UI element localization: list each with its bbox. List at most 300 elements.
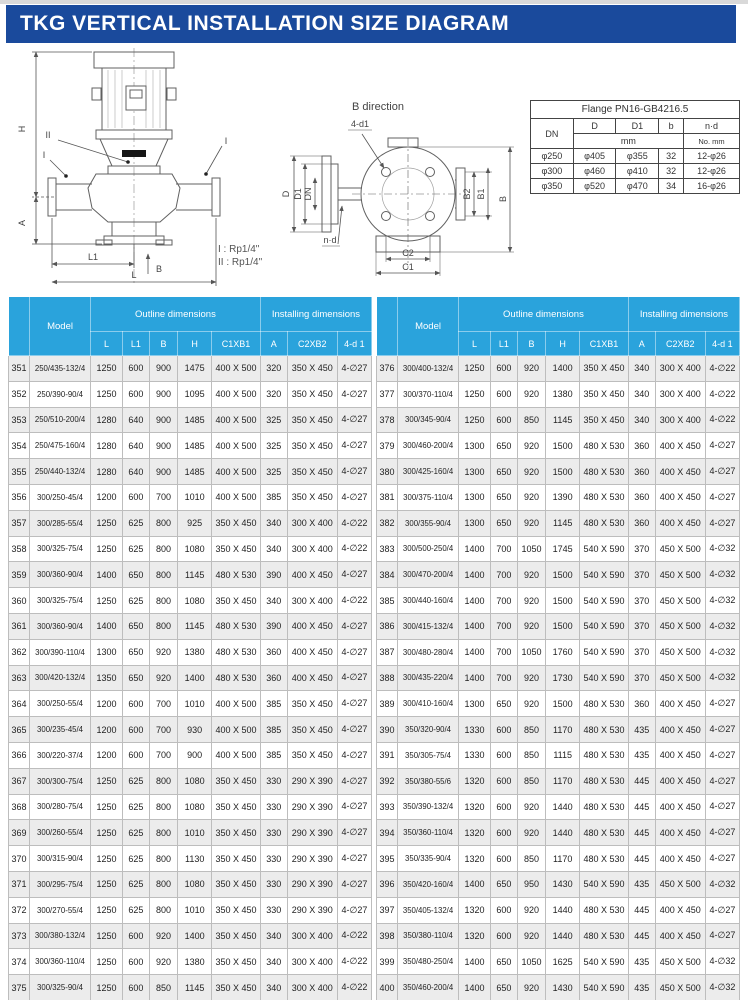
flange-table-body xyxy=(531,149,740,194)
cell: 1350 xyxy=(91,665,123,691)
cell: 350 X 450 xyxy=(287,433,337,459)
cell: 450 X 500 xyxy=(655,975,705,1000)
cell: 370 xyxy=(628,562,655,588)
col-c1xb1: C1XB1 xyxy=(580,332,629,356)
cell: 920 xyxy=(517,665,545,691)
cell: 340 xyxy=(260,923,287,949)
cell: 1250 xyxy=(459,381,491,407)
table-row xyxy=(377,639,740,665)
cell: 4-∅32 xyxy=(705,665,739,691)
cell: 12-φ26 xyxy=(684,149,740,164)
cell: 800 xyxy=(149,871,177,897)
cell: 1050 xyxy=(517,639,545,665)
table-row xyxy=(9,794,372,820)
mark-i-label: I xyxy=(42,150,46,160)
col-a: A xyxy=(628,332,655,356)
cell: 4-∅32 xyxy=(705,975,739,1000)
cell: 250/435-132/4 xyxy=(30,356,91,382)
cell: 450 X 500 xyxy=(655,871,705,897)
cell: 350 X 450 xyxy=(287,407,337,433)
cell: 1430 xyxy=(546,975,580,1000)
cell: 900 xyxy=(149,433,177,459)
cell: 1250 xyxy=(91,975,123,1000)
cell: 1400 xyxy=(459,639,491,665)
cell: 1500 xyxy=(546,562,580,588)
cell: 1050 xyxy=(517,536,545,562)
cell: 1250 xyxy=(91,381,123,407)
cell: 290 X 390 xyxy=(287,820,337,846)
cell: 398 xyxy=(377,923,398,949)
cell: 340 xyxy=(260,588,287,614)
table-row xyxy=(377,459,740,485)
table-row xyxy=(9,613,372,639)
cell: 1080 xyxy=(178,588,212,614)
cell: 1250 xyxy=(91,871,123,897)
cell: 362 xyxy=(9,639,30,665)
cell: 378 xyxy=(377,407,398,433)
cell: 600 xyxy=(490,897,517,923)
cell: 300/380-132/4 xyxy=(30,923,91,949)
cell: 4-∅27 xyxy=(337,717,371,743)
cell: 1300 xyxy=(459,510,491,536)
cell: 800 xyxy=(149,820,177,846)
cell: 382 xyxy=(377,510,398,536)
cell: 4-∅22 xyxy=(705,381,739,407)
cell: 950 xyxy=(517,871,545,897)
cell: 358 xyxy=(9,536,30,562)
cell: 1130 xyxy=(178,846,212,872)
cell: 4-∅27 xyxy=(337,407,371,433)
cell: 800 xyxy=(149,794,177,820)
cell: 354 xyxy=(9,433,30,459)
header-outline-group: Outline dimensions xyxy=(91,297,261,332)
cell: 600 xyxy=(122,923,149,949)
cell: 330 xyxy=(260,794,287,820)
cell: 4-∅32 xyxy=(705,639,739,665)
cell: 300/440-160/4 xyxy=(398,588,459,614)
cell: 400 X 500 xyxy=(212,484,261,510)
table-row xyxy=(9,897,372,923)
cell: 650 xyxy=(490,510,517,536)
cell: 300/480-280/4 xyxy=(398,639,459,665)
cell: 4-∅27 xyxy=(337,639,371,665)
cell: 300/315-90/4 xyxy=(30,846,91,872)
cell: 300/220-37/4 xyxy=(30,742,91,768)
col-l1: L1 xyxy=(490,332,517,356)
table-row xyxy=(377,923,740,949)
table-row xyxy=(9,433,372,459)
cell: 4-∅22 xyxy=(705,407,739,433)
cell: 300/325-90/4 xyxy=(30,975,91,1000)
cell: 1250 xyxy=(91,846,123,872)
cell: 300 X 400 xyxy=(287,536,337,562)
table-row xyxy=(9,871,372,897)
dim-dn-label: DN xyxy=(303,187,313,201)
cell: 625 xyxy=(122,768,149,794)
dim-d1-label: D1 xyxy=(293,188,303,200)
cell: 250/510-200/4 xyxy=(30,407,91,433)
cell: 600 xyxy=(490,381,517,407)
cell: 369 xyxy=(9,820,30,846)
cell: 480 X 530 xyxy=(212,562,261,588)
cell: 445 xyxy=(628,846,655,872)
cell: 1300 xyxy=(91,639,123,665)
cell: 300/295-75/4 xyxy=(30,871,91,897)
cell: 4-∅32 xyxy=(705,562,739,588)
cell: 1145 xyxy=(546,407,580,433)
cell: 330 xyxy=(260,871,287,897)
tapping-notes xyxy=(218,243,262,269)
cell: 540 X 590 xyxy=(580,871,629,897)
dimension-table-right xyxy=(376,296,740,1000)
cell: 1250 xyxy=(459,407,491,433)
cell: 4-∅27 xyxy=(337,459,371,485)
cell: 480 X 530 xyxy=(580,459,629,485)
cell: 1300 xyxy=(459,459,491,485)
table-row xyxy=(9,975,372,1000)
cell: 800 xyxy=(149,510,177,536)
cell: 350 X 450 xyxy=(212,846,261,872)
cell: 1400 xyxy=(459,613,491,639)
cell: 1250 xyxy=(91,794,123,820)
dim-l-label: L xyxy=(131,270,137,280)
cell: 480 X 530 xyxy=(580,794,629,820)
table-body-right xyxy=(377,356,740,1000)
cell: 385 xyxy=(260,717,287,743)
cell: 1250 xyxy=(91,949,123,975)
cell: 480 X 530 xyxy=(580,768,629,794)
table-row xyxy=(9,484,372,510)
cell: 400 X 500 xyxy=(212,717,261,743)
cell: 900 xyxy=(149,381,177,407)
cell: 450 X 500 xyxy=(655,588,705,614)
cell: 1250 xyxy=(91,923,123,949)
cell: 366 xyxy=(9,742,30,768)
cell: 360 xyxy=(628,691,655,717)
cell: 625 xyxy=(122,820,149,846)
dim-h-label: H xyxy=(17,125,27,133)
cell: 600 xyxy=(122,717,149,743)
table-row xyxy=(9,742,372,768)
top-strip xyxy=(0,0,748,4)
cell: 300/390-110/4 xyxy=(30,639,91,665)
cell: φ410 xyxy=(616,164,659,179)
cell: 1485 xyxy=(178,459,212,485)
cell: 373 xyxy=(9,923,30,949)
page-title: TKG VERTICAL INSTALLATION SIZE DIAGRAM xyxy=(20,12,510,35)
cell: 394 xyxy=(377,820,398,846)
cell: 1440 xyxy=(546,820,580,846)
table-row xyxy=(9,407,372,433)
cell: 16-φ26 xyxy=(684,179,740,194)
cell: 360 xyxy=(260,665,287,691)
table-row xyxy=(377,381,740,407)
cell: 1300 xyxy=(459,433,491,459)
table-row xyxy=(531,164,740,179)
dim-b-label: B xyxy=(156,264,163,274)
cell: 350 X 450 xyxy=(287,381,337,407)
table-row xyxy=(9,510,372,536)
cell: 1145 xyxy=(178,613,212,639)
cell: 390 xyxy=(377,717,398,743)
cell: 340 xyxy=(260,949,287,975)
cell: 1400 xyxy=(178,665,212,691)
cell: 350 X 450 xyxy=(212,820,261,846)
cell: 300 X 400 xyxy=(655,356,705,382)
cell: 370 xyxy=(628,613,655,639)
cell: 350/380-110/4 xyxy=(398,923,459,949)
table-row xyxy=(377,484,740,510)
cell: 400 X 450 xyxy=(287,665,337,691)
cell: 800 xyxy=(149,613,177,639)
cell: 920 xyxy=(517,356,545,382)
cell: 400 X 450 xyxy=(655,691,705,717)
cell: 480 X 530 xyxy=(580,433,629,459)
table-row xyxy=(377,691,740,717)
cell: 1010 xyxy=(178,820,212,846)
cell: 1390 xyxy=(546,484,580,510)
cell: 1380 xyxy=(178,639,212,665)
cell: 367 xyxy=(9,768,30,794)
cell: 625 xyxy=(122,588,149,614)
cell: 920 xyxy=(149,665,177,691)
cell: 600 xyxy=(122,381,149,407)
cell: 600 xyxy=(490,742,517,768)
cell: 390 xyxy=(260,613,287,639)
cell: 445 xyxy=(628,923,655,949)
cell: 800 xyxy=(149,536,177,562)
table-row xyxy=(377,665,740,691)
cell: 480 X 530 xyxy=(580,923,629,949)
cell: 350/335-90/4 xyxy=(398,846,459,872)
cell: 650 xyxy=(490,871,517,897)
cell: 400 X 450 xyxy=(655,897,705,923)
cell: 1250 xyxy=(91,356,123,382)
cell: 540 X 590 xyxy=(580,949,629,975)
flange-unit-nd: No. mm xyxy=(684,134,740,149)
cell: 400 X 450 xyxy=(655,820,705,846)
flange-spec-table xyxy=(530,100,740,194)
cell: 1730 xyxy=(546,665,580,691)
cell: 400 X 450 xyxy=(655,510,705,536)
cell: 368 xyxy=(9,794,30,820)
header-installing-group: Installing dimensions xyxy=(628,297,739,332)
cell: 625 xyxy=(122,897,149,923)
cell: 290 X 390 xyxy=(287,846,337,872)
cell: 375 xyxy=(9,975,30,1000)
cell: 4-∅27 xyxy=(337,665,371,691)
cell: 625 xyxy=(122,846,149,872)
cell: 650 xyxy=(490,484,517,510)
cell: 290 X 390 xyxy=(287,871,337,897)
cell: 1330 xyxy=(459,742,491,768)
callout-nd-label: n·d xyxy=(323,235,337,245)
cell: 400 X 450 xyxy=(655,846,705,872)
cell: 356 xyxy=(9,484,30,510)
cell: 600 xyxy=(122,949,149,975)
header-num-blank xyxy=(9,297,30,356)
cell: 352 xyxy=(9,381,30,407)
cell: 1500 xyxy=(546,459,580,485)
cell: 1400 xyxy=(459,871,491,897)
cell: 4-∅32 xyxy=(705,536,739,562)
cell: 700 xyxy=(490,536,517,562)
cell: 386 xyxy=(377,613,398,639)
cell: 360 xyxy=(628,510,655,536)
cell: 350 X 450 xyxy=(212,975,261,1000)
cell: 370 xyxy=(628,588,655,614)
dim-l1-label: L1 xyxy=(87,252,99,262)
cell: 300/325-75/4 xyxy=(30,588,91,614)
flange-col-d: D xyxy=(573,119,616,134)
cell: φ470 xyxy=(616,179,659,194)
cell: 930 xyxy=(178,717,212,743)
cell: 4-∅27 xyxy=(705,820,739,846)
table-row xyxy=(377,949,740,975)
cell: 350/405-132/4 xyxy=(398,897,459,923)
table-row xyxy=(377,717,740,743)
cell: 4-∅22 xyxy=(337,949,371,975)
cell: 397 xyxy=(377,897,398,923)
table-row xyxy=(377,975,740,1000)
cell: 700 xyxy=(149,742,177,768)
cell: 600 xyxy=(122,691,149,717)
cell: 300/435-220/4 xyxy=(398,665,459,691)
cell: 350 X 450 xyxy=(287,459,337,485)
cell: 920 xyxy=(517,510,545,536)
cell: 350 X 450 xyxy=(212,794,261,820)
cell: 1080 xyxy=(178,536,212,562)
cell: 700 xyxy=(490,639,517,665)
cell: 4-∅22 xyxy=(337,510,371,536)
cell: 388 xyxy=(377,665,398,691)
cell: 350/420-160/4 xyxy=(398,871,459,897)
cell: 1010 xyxy=(178,484,212,510)
cell: 1280 xyxy=(91,433,123,459)
cell: 700 xyxy=(490,665,517,691)
cell: 400 X 500 xyxy=(212,691,261,717)
cell: 359 xyxy=(9,562,30,588)
cell: 350/360-110/4 xyxy=(398,820,459,846)
cell: 4-∅27 xyxy=(705,484,739,510)
cell: 350 X 450 xyxy=(580,356,629,382)
cell: 4-∅32 xyxy=(705,588,739,614)
cell: 400 X 450 xyxy=(655,794,705,820)
cell: 385 xyxy=(260,742,287,768)
flange-unit-mm: mm xyxy=(573,134,683,149)
cell: 445 xyxy=(628,897,655,923)
cell: 4-∅27 xyxy=(337,562,371,588)
table-row xyxy=(9,949,372,975)
cell: 400 X 450 xyxy=(655,923,705,949)
cell: 650 xyxy=(490,433,517,459)
cell: 32 xyxy=(659,149,684,164)
cell: 400 X 450 xyxy=(287,639,337,665)
cell: 376 xyxy=(377,356,398,382)
cell: 1010 xyxy=(178,897,212,923)
cell: 290 X 390 xyxy=(287,768,337,794)
cell: 1250 xyxy=(91,820,123,846)
table-row xyxy=(9,820,372,846)
table-row xyxy=(9,846,372,872)
cell: 300/360-90/4 xyxy=(30,613,91,639)
cell: 1145 xyxy=(178,562,212,588)
cell: 4-∅22 xyxy=(337,923,371,949)
cell: φ460 xyxy=(573,164,616,179)
cell: 353 xyxy=(9,407,30,433)
cell: 600 xyxy=(490,820,517,846)
cell: 399 xyxy=(377,949,398,975)
cell: 325 xyxy=(260,459,287,485)
cell: 363 xyxy=(9,665,30,691)
cell: 384 xyxy=(377,562,398,588)
cell: 300 X 400 xyxy=(655,381,705,407)
cell: 325 xyxy=(260,407,287,433)
cell: 1400 xyxy=(546,356,580,382)
dim-c1-label: C1 xyxy=(402,262,414,272)
cell: 4-∅27 xyxy=(705,717,739,743)
cell: 12-φ26 xyxy=(684,164,740,179)
cell: φ355 xyxy=(616,149,659,164)
cell: 4-∅27 xyxy=(705,742,739,768)
cell: 900 xyxy=(149,459,177,485)
cell: 1280 xyxy=(91,407,123,433)
cell: 4-∅27 xyxy=(337,794,371,820)
cell: 540 X 590 xyxy=(580,536,629,562)
cell: 450 X 500 xyxy=(655,949,705,975)
note-line-2: II : Rp1/4" xyxy=(218,257,263,268)
cell: 400 X 500 xyxy=(212,459,261,485)
dim-b-right-label: B xyxy=(498,195,508,203)
cell: 300/400-132/4 xyxy=(398,356,459,382)
cell: 1500 xyxy=(546,691,580,717)
col-4d1: 4-d 1 xyxy=(705,332,739,356)
cell: φ300 xyxy=(531,164,574,179)
cell: 300/250-45/4 xyxy=(30,484,91,510)
table-row xyxy=(9,923,372,949)
cell: 920 xyxy=(517,381,545,407)
dim-b1-label: B1 xyxy=(476,188,486,200)
cell: 1250 xyxy=(91,536,123,562)
cell: 1320 xyxy=(459,794,491,820)
table-row xyxy=(377,897,740,923)
cell: 800 xyxy=(149,588,177,614)
table-row xyxy=(9,536,372,562)
cell: 450 X 500 xyxy=(655,639,705,665)
cell: 650 xyxy=(122,613,149,639)
col-c2xb2: C2XB2 xyxy=(287,332,337,356)
table-row xyxy=(531,149,740,164)
cell: 1440 xyxy=(546,923,580,949)
cell: 330 xyxy=(260,897,287,923)
cell: 445 xyxy=(628,820,655,846)
cell: 300/360-110/4 xyxy=(30,949,91,975)
cell: 900 xyxy=(178,742,212,768)
cell: 400 X 450 xyxy=(655,433,705,459)
header-model: Model xyxy=(398,297,459,356)
cell: 1485 xyxy=(178,433,212,459)
cell: 350/320-90/4 xyxy=(398,717,459,743)
cell: 1280 xyxy=(91,459,123,485)
cell: 1250 xyxy=(91,510,123,536)
cell: 4-∅27 xyxy=(337,613,371,639)
cell: 640 xyxy=(122,459,149,485)
cell: 4-∅27 xyxy=(337,897,371,923)
cell: 1430 xyxy=(546,871,580,897)
cell: 379 xyxy=(377,433,398,459)
cell: 1440 xyxy=(546,794,580,820)
cell: 350 X 450 xyxy=(287,691,337,717)
